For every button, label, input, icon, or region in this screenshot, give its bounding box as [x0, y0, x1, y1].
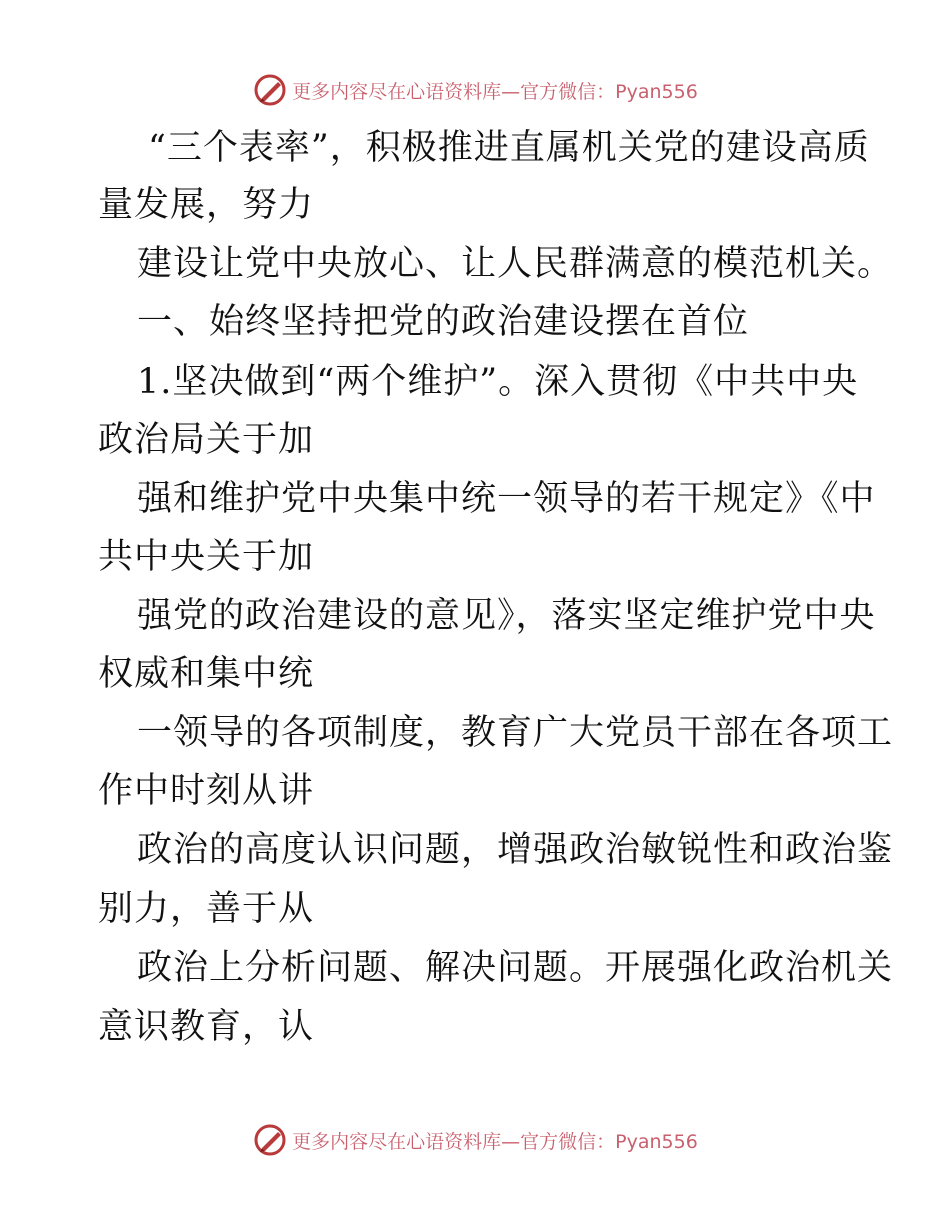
body-line: 政治局关于加: [98, 420, 315, 460]
body-line: “三个表率”，积极推进直属机关党的建设高质: [148, 128, 870, 168]
body-line: 别力，善于从: [98, 889, 315, 929]
pen-logo-icon: [252, 72, 288, 108]
body-line: 政治的高度认识问题，增强政治敏锐性和政治鉴: [137, 830, 894, 870]
body-line: 强党的政治建设的意见》，落实坚定维护党中央: [137, 596, 876, 636]
body-line: 作中时刻从讲: [98, 771, 315, 811]
body-line: 强和维护党中央集中统一领导的若干规定》《中: [137, 479, 876, 519]
body-line: 意识教育，认: [98, 1007, 315, 1047]
section-heading: 一、始终坚持把党的政治建设摆在首位: [137, 302, 750, 342]
body-line: 一领导的各项制度，教育广大党员干部在各项工: [137, 713, 894, 753]
page-header-banner: [0, 70, 950, 110]
page-footer-banner: [0, 1120, 950, 1160]
footer-banner-text: 更多内容尽在心语资料库—官方微信：Pyan556: [292, 1130, 698, 1153]
pen-logo-icon: [252, 1122, 288, 1158]
body-line: 量发展，努力: [98, 185, 315, 225]
body-line: 政治上分析问题、解决问题。开展强化政治机关: [137, 948, 894, 988]
header-banner-text: 更多内容尽在心语资料库—官方微信：Pyan556: [292, 80, 698, 103]
body-line: 1.坚决做到“两个维护”。深入贯彻《中共中央: [137, 362, 859, 402]
body-line: 权威和集中统: [98, 654, 315, 694]
body-line: 共中央关于加: [98, 537, 315, 577]
body-line: 建设让党中央放心、让人民群满意的模范机关。: [137, 244, 894, 284]
